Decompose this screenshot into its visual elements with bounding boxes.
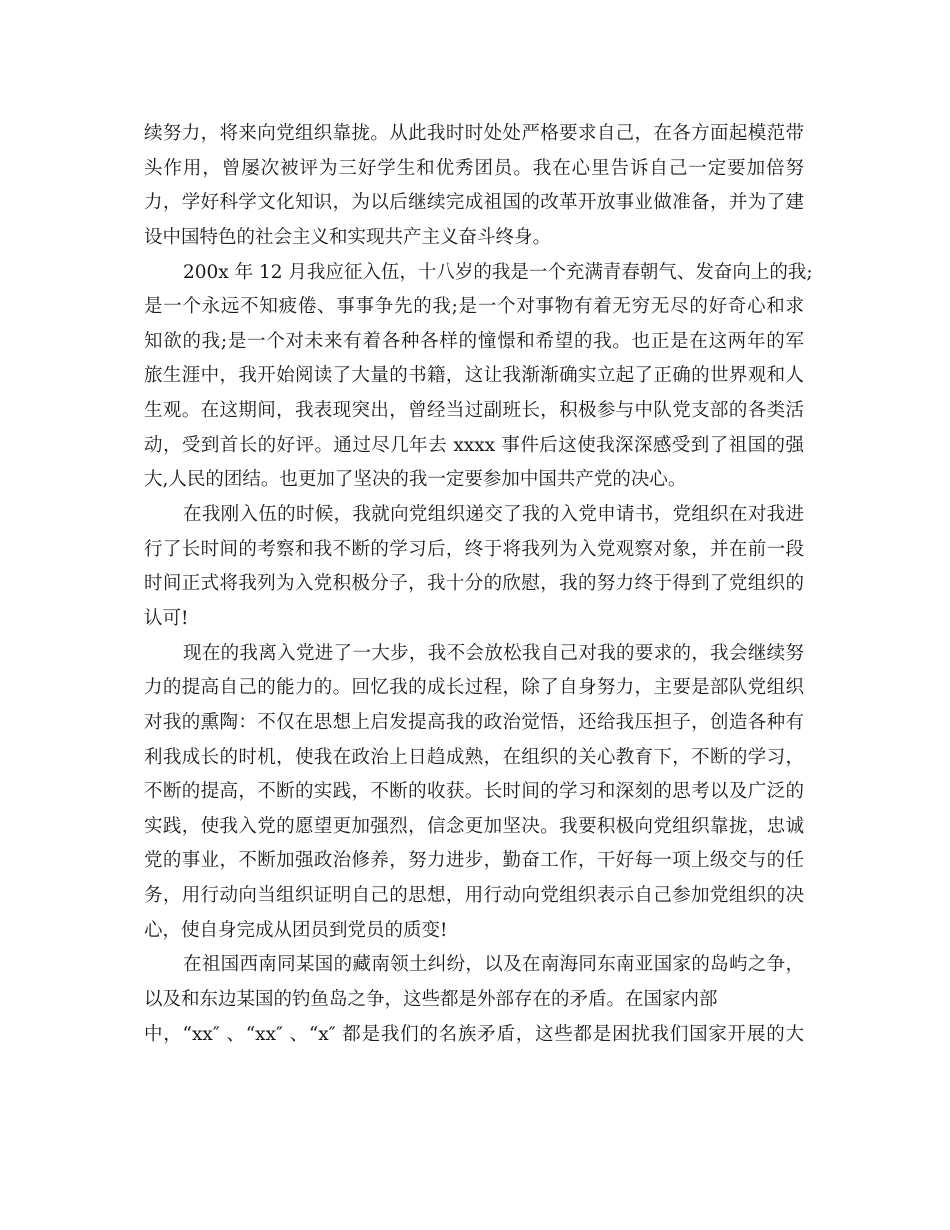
text-line: 是一个永远不知疲倦、事事争先的我;是一个对事物有着无穷无尽的好奇心和求 <box>144 296 804 318</box>
text-line: 行了长时间的考察和我不断的学习后，终于将我列为入党观察对象，并在前一段 <box>144 538 804 560</box>
text-line: 以及和东边某国的钓鱼岛之争，这些都是外部存在的矛盾。在国家内部 <box>144 989 718 1011</box>
text-line: 务，用行动向当组织证明自己的思想，用行动向党组织表示自己参加党组织的决 <box>144 885 804 907</box>
text-line: 党的事业，不断加强政治修养，努力进步，勤奋工作，干好每一项上级交与的任 <box>144 850 804 872</box>
text-line: 知欲的我;是一个对未来有着各种各样的憧憬和希望的我。也正是在这两年的军 <box>144 330 804 352</box>
text-line: 续努力，将来向党组织靠拢。从此我时时处处严格要求自己，在各方面起模范带 <box>144 123 804 144</box>
text-line: 力的提高自己的能力的。回忆我的成长过程，除了自身努力，主要是部队党组织 <box>144 677 804 699</box>
text-line: 实践，使我入党的愿望更加强烈，信念更加坚决。我要积极向党组织靠拢，忠诚 <box>144 815 804 837</box>
text-line: 对我的熏陶：不仅在思想上启发提高我的政治觉悟，还给我压担子，创造各种有 <box>144 711 804 733</box>
text-line: 时间正式将我列为入党积极分子，我十分的欣慰，我的努力终于得到了党组织的 <box>144 573 804 595</box>
text-line: 设中国特色的社会主义和实现共产主义奋斗终身。 <box>144 226 552 248</box>
text-line: 头作用，曾屡次被评为三好学生和优秀团员。我在心里告诉自己一定要加倍努 <box>144 157 804 179</box>
text-line: 在祖国西南同某国的藏南领土纠纷，以及在南海同东南亚国家的岛屿之争， <box>183 954 804 976</box>
text-line: 大,人民的团结。也更加了坚决的我一定要参加中国共产党的决心。 <box>144 469 687 491</box>
text-line: 生观。在这期间，我表现突出，曾经当过副班长，积极参与中队党支部的各类活 <box>144 400 804 422</box>
text-line: 利我成长的时机，使我在政治上日趋成熟，在组织的关心教育下，不断的学习， <box>144 746 804 768</box>
document-body <box>144 117 813 1052</box>
text-line: 现在的我离入党进了一大步，我不会放松我自己对我的要求的，我会继续努 <box>183 642 804 664</box>
text-line: 力，学好科学文化知识，为以后继续完成祖国的改革开放事业做准备，并为了建 <box>144 192 804 214</box>
text-line: 动，受到首长的好评。通过尽几年去 xxxx 事件后这使我深深感受到了祖国的强 <box>144 434 804 456</box>
text-line: 在我刚入伍的时候，我就向党组织递交了我的入党申请书，党组织在对我进 <box>183 504 804 526</box>
text-line: 心，使自身完成从团员到党员的质变! <box>144 919 448 941</box>
text-line: 认可! <box>144 607 189 629</box>
text-line: 不断的提高，不断的实践，不断的收获。长时间的学习和深刻的思考以及广泛的 <box>144 781 804 803</box>
text-line: 中，“xx″ 、“xx″ 、“x″ 都是我们的名族矛盾，这些都是困扰我们国家开展的大 <box>144 1023 804 1045</box>
text-line: 旅生涯中，我开始阅读了大量的书籍，这让我渐渐确实立起了正确的世界观和人 <box>144 365 804 387</box>
text-line: 200x 年 12 月我应征入伍，十八岁的我是一个充满青春朝气、发奋向上的我; <box>183 261 813 283</box>
